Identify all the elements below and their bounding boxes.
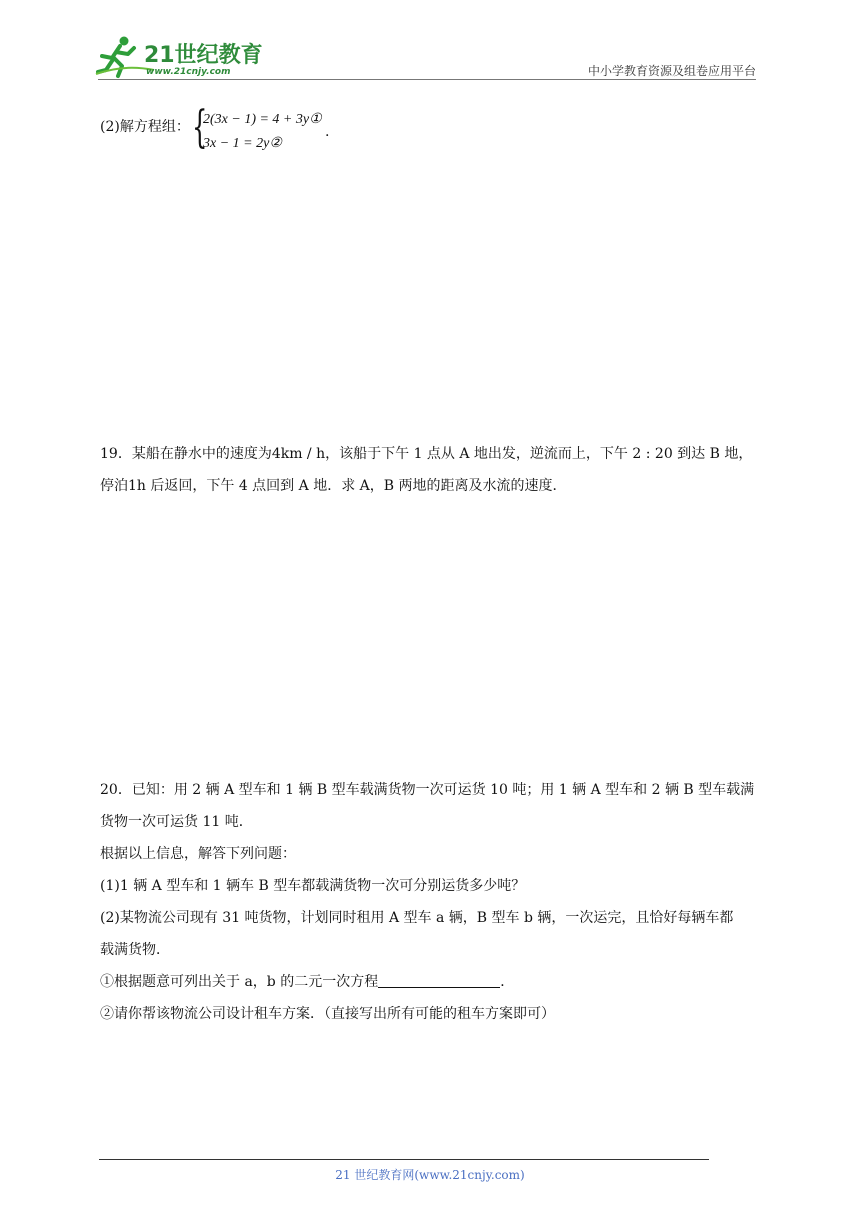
q19-line-1: 19．某船在静水中的速度为4km / h，该船于下午 1 点从 A 地出发，逆流而上，下午 2 : 20 到达 B 地， <box>100 446 753 462</box>
footer-divider <box>99 1159 709 1160</box>
equation-2: 3x − 1 = 2y② <box>203 136 282 151</box>
q20-line-4: (1)1 辆 A 型车和 1 辆车 B 型车都载满货物一次可分别运货多少吨？ <box>100 878 526 894</box>
question-20 <box>100 774 760 1030</box>
q20-line-7 <box>100 966 760 998</box>
q20-line-8: ②请你帮该物流公司设计租车方案．（直接写出所有可能的租车方案即可） <box>100 1006 555 1022</box>
svg-text:21世纪教育: 21世纪教育 <box>144 43 263 68</box>
q18-2-prefix: (2)解方程组： <box>100 119 190 135</box>
equation-period: . <box>325 124 330 140</box>
q20-line-3: 根据以上信息，解答下列问题： <box>100 846 296 862</box>
svg-text:www.21cnjy.com: www.21cnjy.com <box>146 67 231 77</box>
answer-blank[interactable] <box>378 973 500 988</box>
equation-1: 2(3x − 1) = 4 + 3y① <box>203 112 322 127</box>
q20-line-2: 货物一次可运货 11 吨． <box>100 814 253 830</box>
q20-line-7-text: ①根据题意可列出关于 a，b 的二元一次方程 <box>100 974 379 990</box>
q19-line-2: 停泊1h 后返回，下午 4 点回到 A 地．求 A，B 两地的距离及水流的速度． <box>100 478 567 494</box>
question-19 <box>100 438 760 502</box>
footer-link[interactable]: 21 世纪教育网(www.21cnjy.com) <box>335 1168 525 1182</box>
q20-line-5: (2)某物流公司现有 31 吨货物，计划同时租用 A 型车 a 辆，B 型车 b 辆，一次运完，且恰好每辆车都 <box>100 910 734 926</box>
left-brace: { <box>192 102 208 153</box>
q20-line-7-end: ． <box>500 974 515 990</box>
q20-line-6: 载满货物． <box>100 942 170 958</box>
q20-line-1: 20．已知：用 2 辆 A 型车和 1 辆 B 型车载满货物一次可运货 10 吨；用 1 辆 A 型车和 2 辆 B 型车载满 <box>100 782 755 798</box>
site-logo <box>94 34 264 80</box>
header-divider <box>98 79 756 80</box>
header-platform-title: 中小学教育资源及组卷应用平台 <box>587 64 756 78</box>
